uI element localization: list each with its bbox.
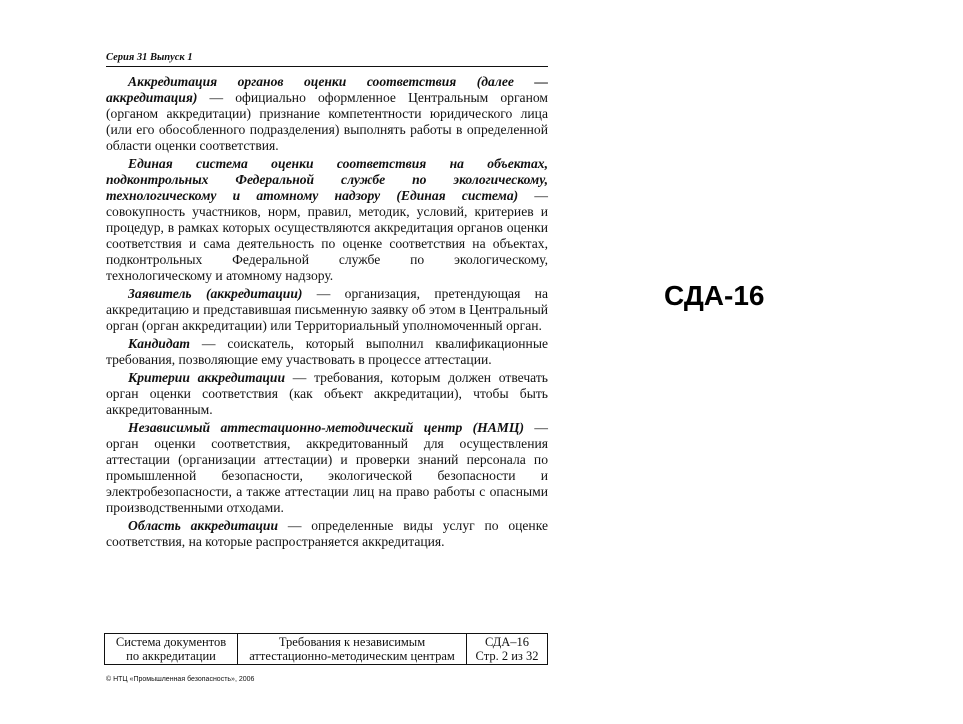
document-code-label: СДА-16 — [664, 280, 765, 311]
definition-term: Область аккредитации — [128, 518, 279, 533]
definitions-text — [106, 74, 548, 552]
definition-paragraph — [106, 74, 548, 154]
doc-code: СДА–16 — [484, 635, 530, 649]
requirements-cell — [238, 634, 467, 665]
definition-term: Независимый аттестационно-методический центр (НАМЦ) — [128, 420, 524, 435]
copyright-note: © НТЦ «Промышленная безопасность», 2006 — [106, 676, 255, 683]
definition-body: — официально оформленное Центральным органом (органом аккредитации) признание компетентности юридического лица (или его обособленного подразделения) выполнять работы в определенной области оценки соответствия. — [106, 90, 548, 153]
document-footer-table — [104, 633, 548, 665]
definition-paragraph — [106, 370, 548, 418]
system-line-2: по аккредитации — [126, 649, 216, 663]
definition-body: — определенные виды услуг по оценке соответствия, на которые распространяется аккредитация. — [106, 518, 548, 549]
definition-body: — организация, претендующая на аккредитацию и представившая письменную заявку об этом в Центральный орган (орган аккредитации) или Территориальный уполномоченный орган. — [106, 286, 548, 333]
definition-body: — орган оценки соответствия, аккредитованный для осуществления аттестации (организации аттестации) и проверки знаний персонала по промышленной безопасности, экологической безопасности и электробезопасности, а также аттестации лиц на право работы с опасными производственными отходами. — [106, 420, 548, 515]
definition-term: Критерии аккредитации — [128, 370, 286, 385]
requirements-line-1: Требования к независимым — [278, 635, 426, 649]
definition-body: — требования, которым должен отвечать орган оценки соответствия (как объект аккредитации), чтобы быть аккредитованным. — [106, 370, 549, 417]
series-header: Серия 31 Выпуск 1 — [106, 52, 193, 63]
definition-term: Аккредитация органов оценки соответствия (далее — аккредитация) — [106, 74, 548, 105]
system-line-1: Система документов — [115, 635, 227, 649]
definition-paragraph — [106, 286, 548, 334]
definition-paragraph — [106, 156, 548, 284]
header-rule — [106, 66, 548, 67]
definition-body: — совокупность участников, норм, правил, методик, условий, критериев и процедур, в рамках которых осуществляются аккредитация органов оценки соответствия и сама деятельность по оценке соответствия на объектах, подконтрольных Федеральной службе по экологическому, технологическому и атомному надзору. — [106, 188, 548, 283]
definition-paragraph — [106, 420, 548, 516]
definition-term: Заявитель (аккредитации) — [128, 286, 303, 301]
definition-term: Кандидат — [128, 336, 190, 351]
system-cell — [105, 634, 238, 665]
definition-body: — соискатель, который выполнил квалификационные требования, позволяющие ему участвовать в процессе аттестации. — [106, 336, 548, 367]
requirements-line-2: аттестационно-методическим центрам — [249, 649, 455, 663]
page-info: Стр. 2 из 32 — [475, 649, 539, 663]
definition-term: Единая система оценки соответствия на объектах, подконтрольных Федеральной службе по экологическому, технологическому и атомному надзору (Единая система) — [106, 156, 548, 203]
definition-paragraph — [106, 336, 548, 368]
document-page — [100, 44, 552, 700]
definition-paragraph — [106, 518, 548, 550]
doc-id-cell — [467, 634, 548, 665]
